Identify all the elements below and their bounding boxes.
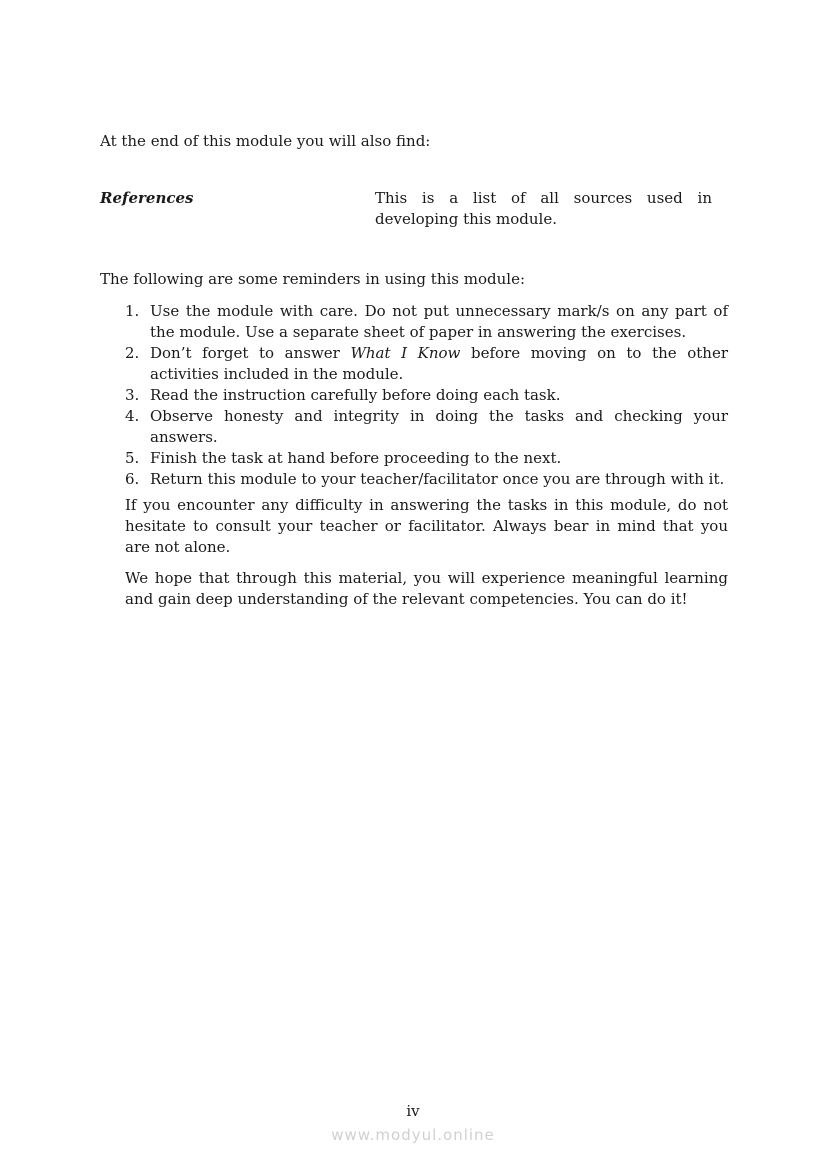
reminder-text: Use the module with care. Do not put unnecessary mark/s on any part of the module. Use a separate sheet of paper in answering the exercises. — [150, 302, 728, 341]
reminder-text: Read the instruction carefully before doing each task. — [150, 386, 561, 404]
reminder-item — [125, 301, 728, 343]
references-term: References — [100, 189, 194, 207]
reminder-text: Finish the task at hand before proceeding to the next. — [150, 449, 562, 467]
reminder-item — [125, 406, 728, 448]
references-definition: This is a list of all sources used in developing this module. — [375, 189, 712, 228]
what-i-know-emphasis: What I Know — [350, 344, 461, 362]
page-number: iv — [406, 1102, 420, 1120]
reminders-intro: The following are some reminders in using this module: — [100, 270, 525, 288]
reminder-item — [125, 448, 728, 469]
difficulty-paragraph: If you encounter any difficulty in answering the tasks in this module, do not hesitate to consult your teacher or facilitator. Always bear in mind that you are not alone. — [125, 496, 728, 556]
reminder-number: 5. — [125, 449, 140, 467]
closing-paragraph: We hope that through this material, you will experience meaningful learning and gain deep understanding of the relevant competencies. You can do it! — [125, 569, 728, 608]
reminder-text: Return this module to your teacher/facilitator once you are through with it. — [150, 470, 725, 488]
reminder-item — [125, 385, 728, 406]
reminder-text — [150, 343, 728, 385]
reminder-item — [125, 343, 728, 385]
reminder-item — [125, 469, 728, 490]
reminder-text-after: before moving on to the other activities included in the module. — [150, 344, 729, 383]
watermark: www.modyul.online — [331, 1126, 495, 1144]
reminder-number: 4. — [125, 407, 140, 425]
reminder-text-before: Don’t forget to answer — [150, 344, 351, 362]
reminder-number: 2. — [125, 344, 140, 362]
reminder-number: 1. — [125, 302, 140, 320]
reminder-number: 6. — [125, 470, 140, 488]
reminders-list — [125, 301, 728, 490]
intro-text: At the end of this module you will also find: — [100, 132, 431, 150]
reminder-text: Observe honesty and integrity in doing the tasks and checking your answers. — [150, 407, 728, 446]
reminder-number: 3. — [125, 386, 140, 404]
